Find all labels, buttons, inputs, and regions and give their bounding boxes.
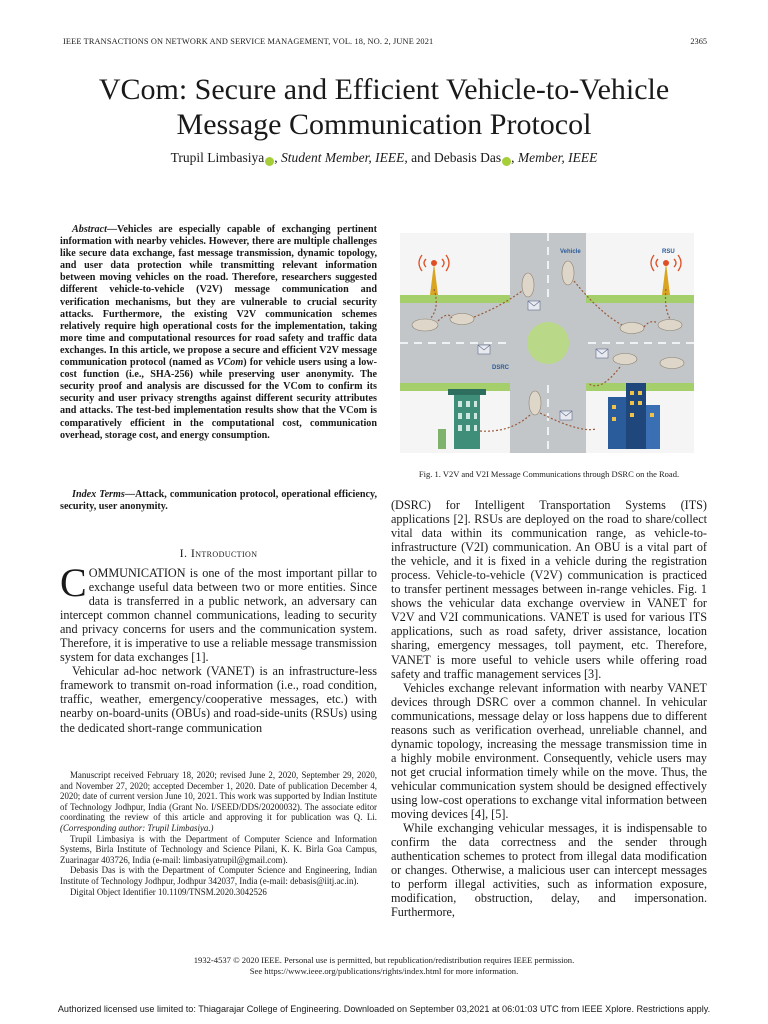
dsrc-label: DSRC: [492, 365, 510, 371]
abstract-vcom: VCom: [216, 357, 244, 369]
footnote-doi: Digital Object Identifier 10.1109/TNSM.2020.3042526: [70, 886, 267, 897]
first-page-footnote: [60, 770, 377, 897]
license-footer: Authorized licensed use limited to: Thiagarajar College of Engineering. Downloaded on September 03,2021 at 06:01:03 UTC from IEEE Xplore. Restrictions apply.: [57, 1004, 711, 1014]
corresponding-author: (Corresponding author: Trupil Limbasiya.): [60, 822, 214, 833]
abstract-label: Abstract: [72, 224, 107, 235]
right-paragraph-3: While exchanging vehicular messages, it is indispensable to confirm the data correctness and the sender through authentication schemes to protect from illegal data modification or changes. Otherwise, a malicious user can intercept messages to perform illegal activities, such as information exposure, modification, obstruction, delay, and impersonation. Furthermore,: [391, 821, 707, 920]
intro-paragraph-1: [60, 560, 377, 665]
intro-paragraph-2: Vehicular ad-hoc network (VANET) is an infrastructure-less framework to transmit on-road information (i.e., road condition, traffic, weather, emergency/cooperative messages, etc.) with nearby on-board-units (OBUs) and road-side-units (RSUs) using the dedicated short-range communication: [60, 664, 377, 735]
copyright-notice: [0, 955, 768, 976]
footnote-author-2: Debasis Das is with the Department of Computer Science and Engineering, Indian Institute of Technology Jodhpur, Jodhpur 342037, India (e-mail: debasis@iitj.ac.in).: [60, 865, 377, 886]
figure-1-illustration: [400, 233, 694, 453]
rsu-label: RSU: [662, 249, 675, 255]
orcid-icon[interactable]: [265, 157, 274, 166]
author-1-role: Student Member, IEEE: [281, 150, 405, 165]
paper-title: [0, 72, 768, 142]
footnote-manuscript: [60, 770, 377, 834]
abstract-text-2: ) for vehicle users using a low-cost function (i.e., SHA-256) while preserving user anonymity. The security proof and analysis are discussed for the VCom to confirm its security and user privacy strengths against different security attributes and attacks. The test-bed implementation results show that the VCom is comparatively efficient in the computational cost, communication overhead, storage cost, and energy consumption.: [60, 357, 377, 441]
running-header: IEEE TRANSACTIONS ON NETWORK AND SERVICE MANAGEMENT, VOL. 18, NO. 2, JUNE 2021: [63, 37, 434, 46]
abstract-text: —Vehicles are especially capable of exchanging pertinent information with nearby vehicles. However, there are multiple challenges like secure data exchange, fast message transmission, dynamic topology, and user data protection while transmitting relevant information between moving vehicles on the road. Therefore, researchers suggested different vehicle-to-vehicle (V2V) message communication and verification mechanisms, but they are vulnerable to crucial security attacks. Furthermore, the existing V2V communication schemes relatively require high operational costs for the implementation, taking more time and computational resources for road safety and traffic data exchanges. In this article, we propose a secure and efficient V2V message communication protocol (named as: [60, 224, 377, 369]
roundabout-island: [527, 322, 569, 364]
section-title: Introduction: [190, 546, 258, 560]
section-numeral: I.: [179, 546, 191, 560]
footnote-manuscript-text: Manuscript received February 18, 2020; revised June 2, 2020, September 29, 2020, and November 27, 2020; accepted December 1, 2020. Date of publication December 4, 2020; date of current version June 10, 2021. This work was supported by Indian Institute of Technology Jodhpur, India (Grant No. I/SEED/DDS/20200032). The associate editor coordinating the review of this article and approving it for publication was Q. Li.: [60, 770, 377, 823]
right-paragraph-1: (DSRC) for Intelligent Transportation Systems (ITS) applications [2]. RSUs are deployed on the road to share/collect vital data within its communication range, as vehicle-to-infrastructure (V2I) communication. An OBU is a vital part of the vehicle, and it is fixed in a vehicle during the registration process. Vehicle-to-vehicle (V2V) communication is practiced to transfer pertinent messages between in-range vehicles. Fig. 1 shows the vehicular data exchange overview in VANET for V2V and V2I communications. VANET is used for various ITS applications, such as road safety, driver assistance, location sharing, emergency messages, toll payment, etc. Therefore, VANET is more useful to vehicle users while offering road safety and traffic management services [3].: [391, 498, 707, 681]
index-terms-text: —Attack, communication protocol, operational efficiency, security, user anonymity.: [60, 489, 377, 513]
road-scene-diagram: [400, 233, 694, 453]
introduction-body: [60, 560, 377, 735]
author-1-name: Trupil Limbasiya: [170, 150, 265, 165]
right-column-body: [391, 498, 707, 919]
right-paragraph-2: Vehicles exchange relevant information with nearby VANET devices through DSRC over a common channel. In vehicular communications, message delay or loss happens due to different reasons such as verification overhead, unreliable channel, and dynamic topology, increasing the message transmission time in a highly mobile environment. Consequently, vehicle users may not get crucial information timely while on the move. Thus, the vehicular communication system should be designed effectively using low-cost operations to exchange vital information between moving devices [4], [5].: [391, 680, 707, 822]
copyright-line-1: 1932-4537 © 2020 IEEE. Personal use is permitted, but republication/redistribution requires IEEE permission.: [193, 955, 575, 965]
drop-cap: C: [60, 560, 87, 605]
author-2-name: Debasis Das: [434, 150, 502, 165]
author-line: Trupil Limbasiya , Student Member, IEEE, and Debasis Das , Member, IEEE: [170, 150, 598, 165]
author-connector: , and: [404, 150, 434, 165]
grass-strip: [400, 295, 510, 303]
index-terms: [60, 489, 377, 513]
title-line-2: Message Communication Protocol: [176, 108, 592, 141]
index-terms-label: Index Terms: [72, 489, 125, 500]
copyright-line-2: See https://www.ieee.org/publications/rights/index.html for more information.: [249, 965, 519, 976]
figure-caption: Fig. 1. V2V and V2I Message Communications through DSRC on the Road.: [418, 469, 680, 479]
title-line-1: VCom: Secure and Efficient Vehicle-to-Vehicle: [98, 73, 670, 106]
abstract: [60, 224, 377, 442]
vehicle-label: Vehicle: [560, 249, 581, 255]
section-heading: [60, 546, 377, 561]
grass-strip: [586, 295, 694, 303]
page-number: 2365: [690, 37, 707, 46]
intro-paragraph-1-text: OMMUNICATION is one of the most important pillar to exchange useful data between two or more entities. Since data is transferred in a public network, an adversary can intercept common channel communications, leading to security and privacy concerns for users and the communication system. Therefore, it is imperative to use a reliable message transmission system for data exchanges [1].: [60, 566, 377, 665]
orcid-icon[interactable]: [502, 157, 511, 166]
author-2-role: Member, IEEE: [517, 150, 598, 165]
footnote-author-1: Trupil Limbasiya is with the Department of Computer Science and Information Systems, Birla Institute of Technology and Science Pilani, K. K. Birla Goa Campus, Zuarinagar 403726, India (e-mail: limbasiyatrupil@gmail.com).: [60, 833, 377, 865]
